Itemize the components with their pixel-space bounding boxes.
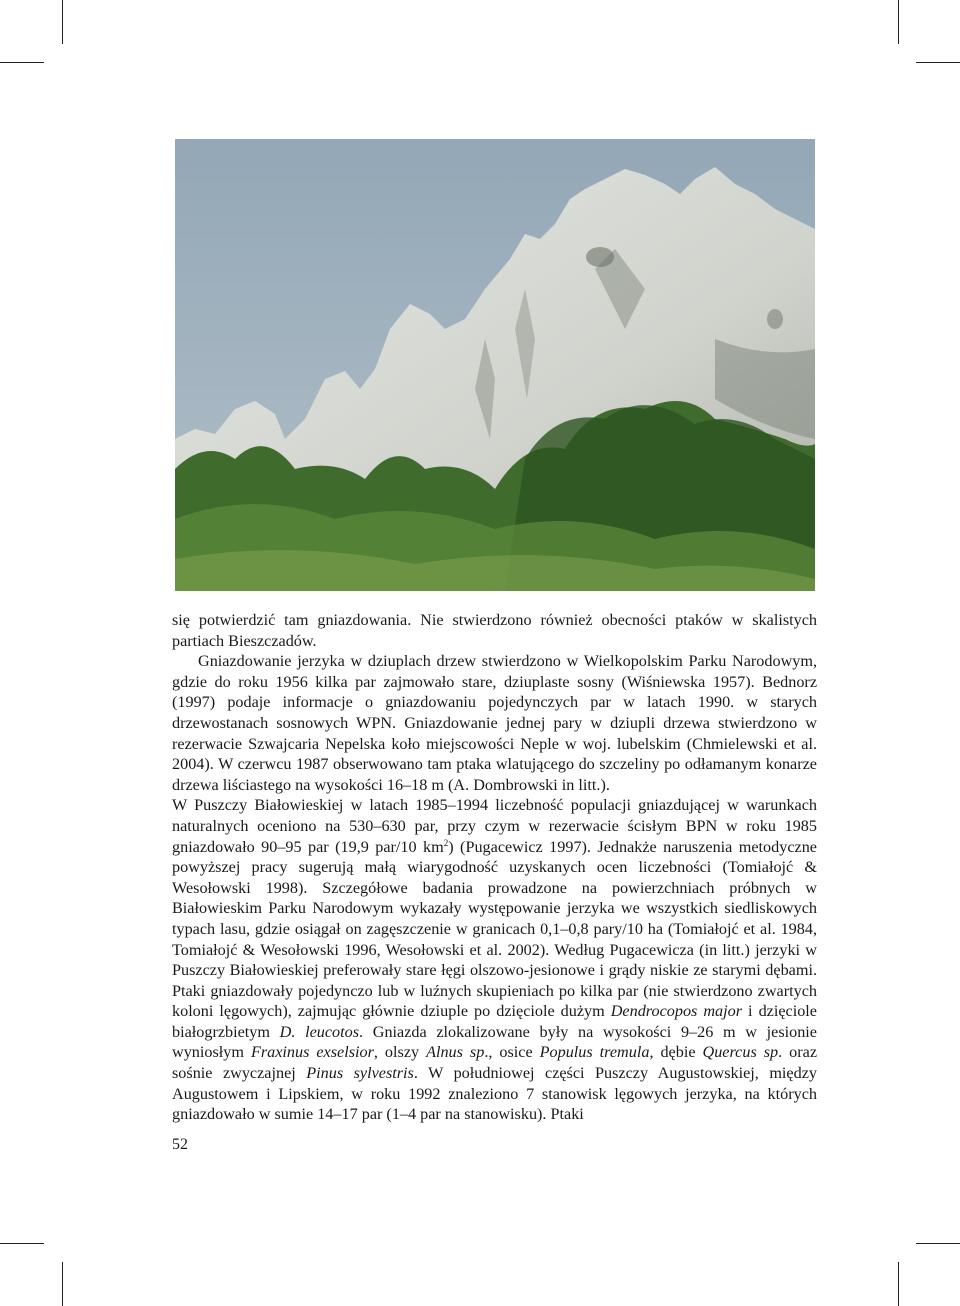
paragraph-2: Gniazdowanie jerzyka w dziuplach drzew stwierdzono w Wielkopolskim Parku Narodowym, gdzie do roku 1956 kilka par zajmowało stare, dziuplaste sosny (Wiśniewska 1957). Bednorz (1997) podaje informacje o gniazdowaniu pojedynczych par w latach 1990. w starych drzewostanach sosnowych WPN. Gniazdowanie jednej pary w dziupli drzewa stwierdzono w rezerwacie Szwajcaria Nepelska koło miejscowości Neple w woj. lubelskim (Chmielewski et al. 2004). W czerwcu 1987 obserwowano tam ptaka wlatującego do szczeliny po odłamanym konarze drzewa liściastego na wysokości 16–18 m (A. Dombrowski in litt.). [172,652,817,794]
species-name: Fraxinus exselsior [250,1043,374,1062]
crop-mark-top-right [898,0,899,44]
species-name: Populus tremula [539,1043,650,1062]
crop-mark-top-left [62,0,63,44]
species-name: Quercus sp [702,1043,779,1062]
paragraph-1: się potwierdzić tam gniazdowania. Nie stwierdzono również obecności ptaków w skalistych partiach Bieszczadów. [172,611,817,650]
species-name: D. leucotos [279,1022,360,1041]
crop-mark-bottom-right [898,1262,899,1306]
body-text [172,610,817,1125]
crop-mark-right-top [916,62,960,63]
crop-mark-left-top [0,62,44,63]
species-name: Alnus sp [426,1043,485,1062]
superscript: 2 [443,837,449,848]
species-name: Pinus sylvestris [306,1064,414,1083]
crop-mark-left-bottom [0,1243,44,1244]
paragraph-3: W Puszczy Białowieskiej w latach 1985–1994 liczebność populacji gniazdującej w warunkach naturalnych oceniono na 530–630 par, przy czym w rezerwacie ścisłym BPN w roku 1985 gniazdowało 90–95 par (19,9 par/10 $km^2$) (Pugacewicz 1997). Jednakże naruszenia metodyczne powyższej pracy sugerują małą wiarygodność uzyskanych ocen liczebności (Tomiałojć & Wesołowski 1998). Szczegółowe badania prowadzone na powierzchniach próbnych w Białowieskim Parku Narodowym wykazały występowanie jerzyka we wszystkich siedliskowych typach lasu, gdzie osiągał on zagęszczenie w granicach 0,1–0,8 pary/10 ha (Tomiałojć et al. 1984, Tomiałojć & Wesołowski 1996, Wesołowski et al. 2002). Według Pugacewicza (in litt.) jerzyki w Puszczy Białowieskiej preferowały stare łęgi olszowo-jesionowe i grądy niskie ze starymi dębami. Ptaki gniazdowały pojedynczo lub w luźnych skupieniach po kilka par (nie stwierdzono zwartych koloni lęgowych), zajmując głównie dziuple po dzięciole dużym Dendrocopos major i dzięciole białogrzbietym D. leucotos. Gniazda zlokalizowane były na wysokości 9–26 m w jesionie wyniosłym Fraxinus exselsior, olszy Alnus sp., osice Populus tremula, dębie Quercus sp. oraz sośnie zwyczajnej Pinus sylvestris. W południowej części Puszczy Augustowskiej, między Augustowem i Lipskiem, w roku 1992 znaleziono 7 stanowisk lęgowych jerzyka, na których gniazdowało w sumie 14–17 par (1–4 par na stanowisku). Ptaki [172,796,818,1124]
species-name: Dendrocopos major [610,1002,743,1021]
page-number: 52 [172,1136,188,1153]
rock-photograph [175,139,815,591]
crop-mark-bottom-left [62,1262,63,1306]
crop-mark-right-bottom [916,1243,960,1244]
